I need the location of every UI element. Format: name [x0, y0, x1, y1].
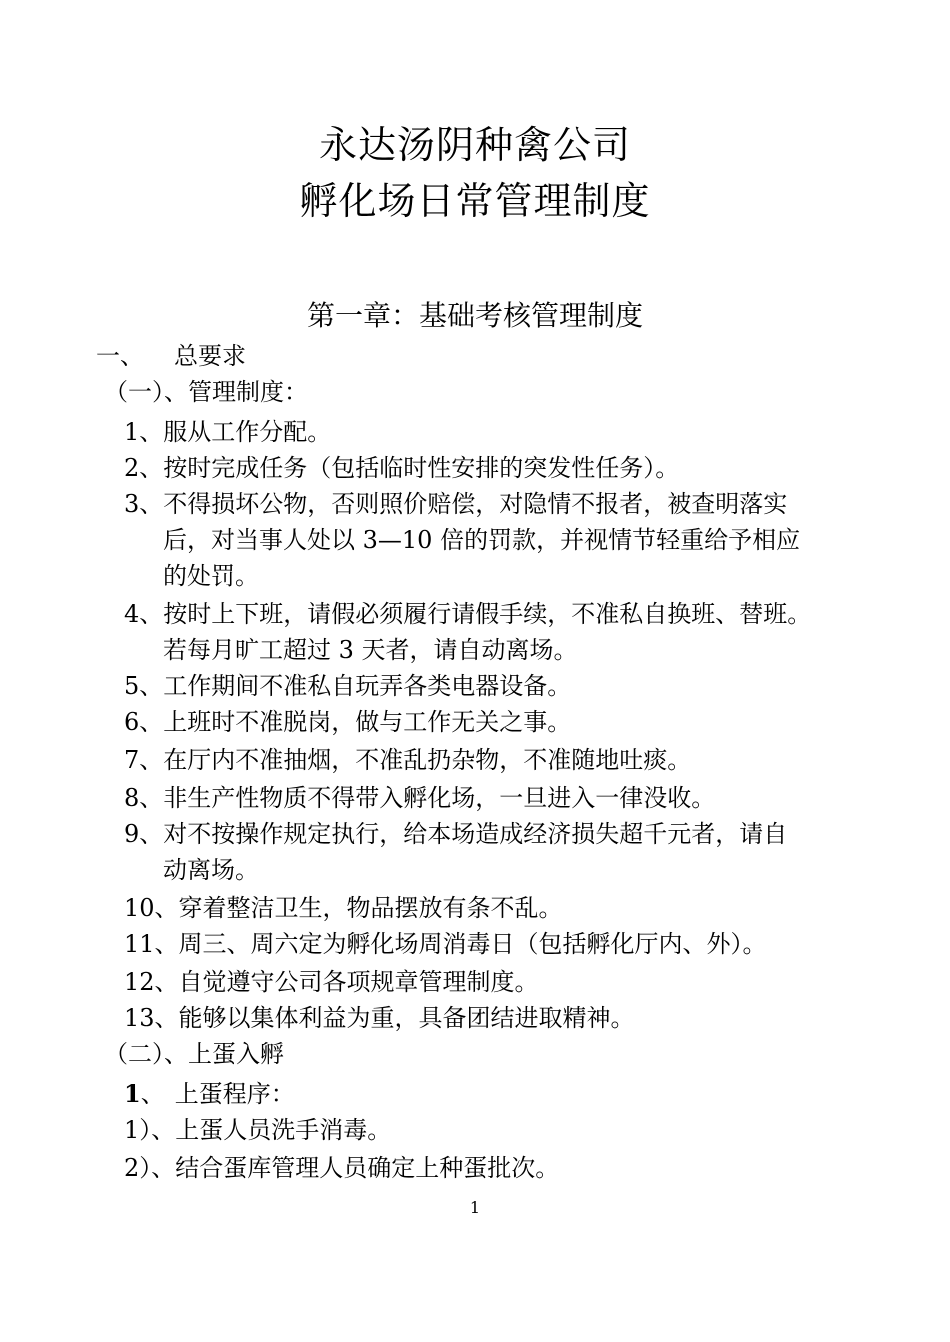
chapter-heading: 第一章：基础考核管理制度	[306, 299, 643, 332]
document-title-regulation: 孵化场日常管理制度	[299, 179, 651, 223]
document-title-company: 永达汤阴种禽公司	[318, 123, 631, 167]
list-item: 5、工作期间不准私自玩弄各类电器设备。	[124, 672, 572, 700]
step-item: 1）、上蛋人员洗手消毒。	[124, 1116, 392, 1144]
subsection-heading-management: （一）、管理制度：	[104, 378, 308, 406]
section-title: 总要求	[174, 342, 246, 370]
list-item: 3、不得损坏公物，否则照价赔偿，对隐情不报者，被查明落实	[124, 490, 788, 518]
section-number: 一、	[96, 342, 144, 370]
list-item-continuation: 动离场。	[163, 856, 259, 884]
list-item: 2、按时完成任务（包括临时性安排的突发性任务）。	[124, 454, 680, 482]
list-item: 4、按时上下班，请假必须履行请假手续，不准私自换班、替班。	[124, 600, 812, 628]
step-heading-separator: 、	[140, 1080, 165, 1108]
step-heading	[124, 1078, 295, 1110]
list-item: 12、自觉遵守公司各项规章管理制度。	[124, 968, 539, 996]
list-item: 11、周三、周六定为孵化场周消毒日（包括孵化厅内、外）。	[124, 930, 767, 958]
list-item-continuation: 后，对当事人处以 3—10 倍的罚款，并视情节轻重给予相应	[163, 526, 801, 554]
list-item-continuation: 若每月旷工超过 3 天者，请自动离场。	[163, 636, 578, 664]
step-heading-text: 上蛋程序：	[174, 1080, 295, 1108]
list-item: 10、穿着整洁卫生，物品摆放有条不乱。	[124, 894, 563, 922]
list-item: 9、对不按操作规定执行，给本场造成经济损失超千元者，请自	[124, 820, 788, 848]
page-number: 1	[469, 1198, 481, 1217]
list-item-continuation: 的处罚。	[163, 562, 259, 590]
list-item: 1、服从工作分配。	[124, 418, 332, 446]
list-item: 7、在厅内不准抽烟，不准乱扔杂物，不准随地吐痰。	[124, 746, 692, 774]
subsection-heading-egg-setting: （二）、上蛋入孵	[104, 1040, 284, 1068]
step-item: 2）、结合蛋库管理人员确定上种蛋批次。	[124, 1154, 560, 1182]
step-heading-number: 1	[124, 1079, 141, 1108]
list-item: 8、非生产性物质不得带入孵化场，一旦进入一律没收。	[124, 784, 716, 812]
list-item: 6、上班时不准脱岗，做与工作无关之事。	[124, 708, 572, 736]
list-item: 13、能够以集体利益为重，具备团结进取精神。	[124, 1004, 635, 1032]
section-heading	[96, 340, 246, 372]
